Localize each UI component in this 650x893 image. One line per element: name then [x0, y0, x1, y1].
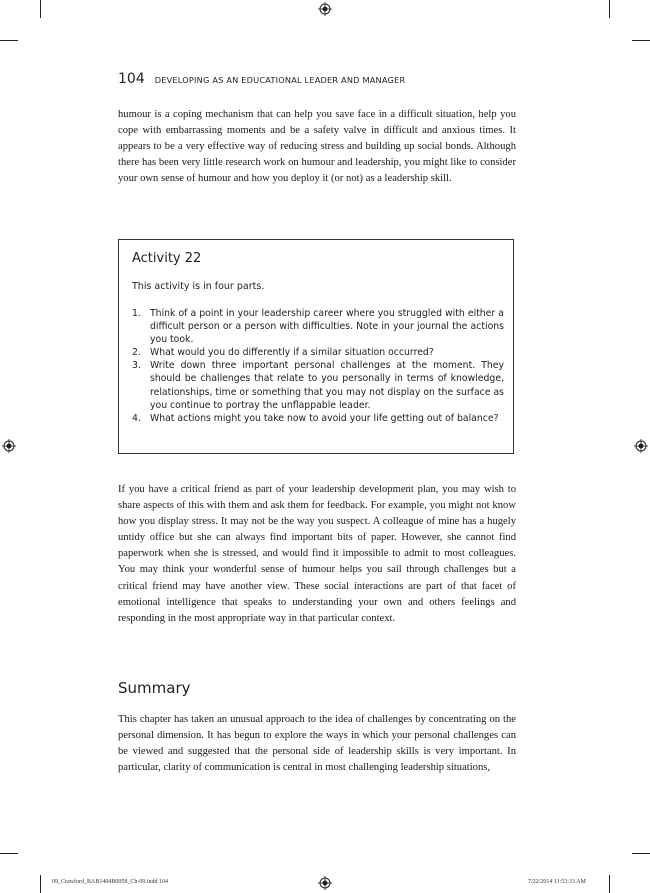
- list-item-number: 4.: [132, 412, 141, 424]
- list-item-text: Think of a point in your leadership career where you struggled with either a difficult person or a person with difficulties. Note in your journal the actions you took.: [150, 308, 504, 346]
- running-head: [118, 71, 405, 87]
- list-item: [132, 359, 504, 411]
- list-item: [132, 412, 504, 425]
- crop-mark-bottom-right-horizontal: [632, 853, 650, 854]
- slug-timestamp: 7/22/2014 11:53:33 AM: [528, 879, 586, 885]
- list-item: [132, 307, 504, 346]
- activity-list: [132, 307, 504, 425]
- list-item-text: Write down three important personal challenges at the moment. They should be challenges that relate to you personally in terms of knowledge, relationships, time or something that you may not display on the surface as you continue to portray the unflappable leader.: [150, 360, 504, 411]
- registration-mark-icon: [2, 439, 16, 453]
- crop-mark-bottom-left-vertical: [40, 875, 41, 893]
- registration-mark-icon: [634, 439, 648, 453]
- body-paragraph-humour: humour is a coping mechanism that can help you save face in a difficult situation, help you cope with embarrassing moments and be a safety valve in difficult and anxious times. It appears to be a very effective way of reducing stress and building up social bonds. Although there has been very little research work on humour and leadership, you might like to consider your own sense of humour and how you deploy it (or not) as a leadership skill.: [118, 109, 516, 185]
- crop-mark-top-right-horizontal: [632, 40, 650, 41]
- crop-mark-top-right-vertical: [609, 0, 610, 18]
- crop-mark-top-left-horizontal: [0, 40, 18, 41]
- running-head-title: DEVELOPING AS AN EDUCATIONAL LEADER AND MANAGER: [154, 75, 406, 85]
- list-item-number: 2.: [132, 347, 141, 359]
- registration-mark-icon: [318, 876, 332, 890]
- activity-title: Activity 22: [132, 251, 202, 266]
- summary-heading: Summary: [118, 679, 191, 697]
- activity-intro: This activity is in four parts.: [132, 281, 265, 292]
- list-item: [132, 346, 504, 359]
- list-item-text: What would you do differently if a similar situation occurred?: [150, 347, 434, 359]
- summary-paragraph: This chapter has taken an unusual approach to the idea of challenges by concentrating on the personal dimension. It has begun to explore the ways in which your personal challenges can be viewed and suggested that the personal side of leadership skills is very important. In particular, clarity of communication is central in most challenging leadership situations,: [118, 714, 516, 774]
- crop-mark-top-left-vertical: [40, 0, 41, 18]
- crop-mark-bottom-right-vertical: [609, 875, 610, 893]
- activity-box: [118, 239, 514, 454]
- list-item-text: What actions might you take now to avoid your life getting out of balance?: [150, 412, 499, 424]
- crop-mark-bottom-left-horizontal: [0, 853, 18, 854]
- list-item-number: 1.: [132, 308, 141, 319]
- page-number: 104: [118, 71, 145, 87]
- registration-mark-icon: [318, 2, 332, 16]
- list-item-number: 3.: [132, 360, 141, 372]
- slug-file-name: 09_Crawford_BAB1404B0058_Ch-09.indd 104: [52, 879, 168, 885]
- body-paragraph-critical-friend: If you have a critical friend as part of your leadership development plan, you may wish to share aspects of this with them and ask them for feedback. For example, you might not know how you display stress. It may not be the way you suspect. A colleague of mine has a hugely untidy office but she can always find important bits of paper. However, she cannot find paperwork when she is stressed, and would find it impossible to admit to most colleagues. You may think your wonderful sense of humour helps you sail through challenges but a critical friend may have another view. These social interactions are part of that facet of emotional intelligence that speaks to understanding your own and others feelings and responding in the most appropriate way in that particular context.: [118, 484, 516, 624]
